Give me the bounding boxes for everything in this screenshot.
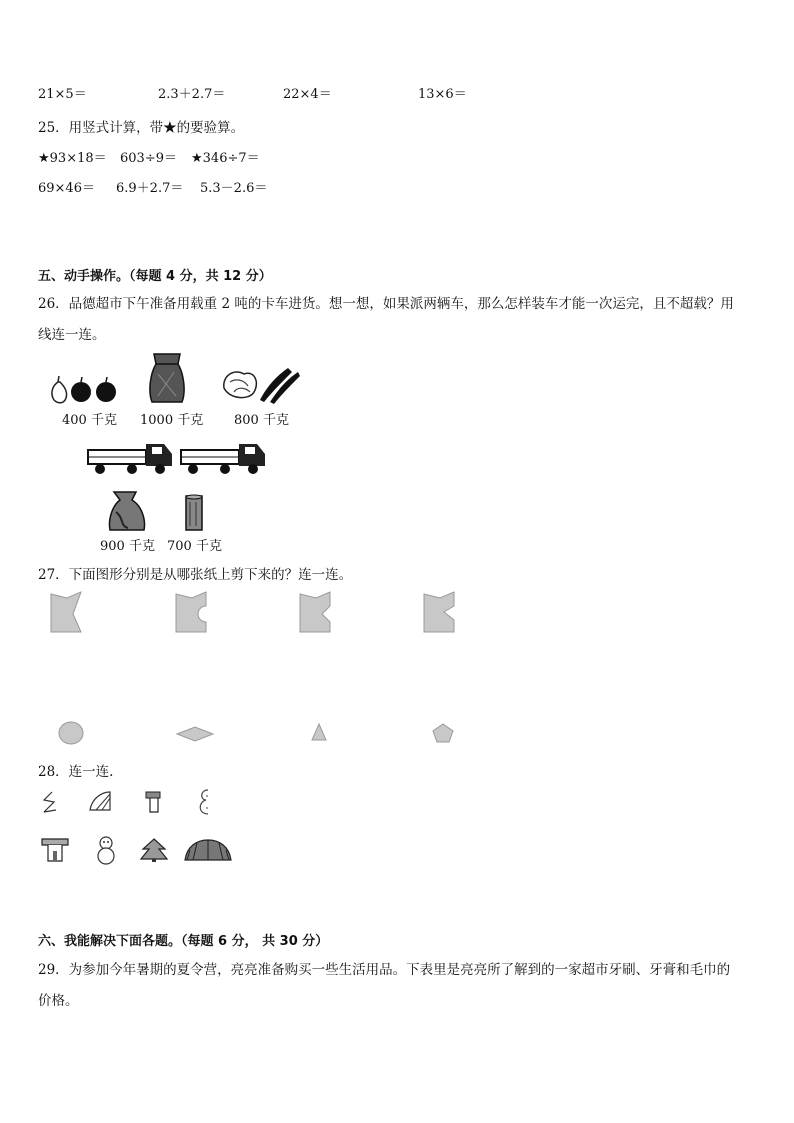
diamond-shape[interactable]	[175, 725, 215, 743]
calc-346-div-7: ★346÷7＝	[191, 151, 260, 166]
snowman-image[interactable]	[94, 835, 118, 865]
half-house-part[interactable]	[144, 790, 164, 814]
calc-13x6: 13×6＝	[418, 87, 467, 102]
house-image[interactable]	[40, 837, 70, 863]
goods-700kg-label: 700 千克	[167, 539, 222, 554]
question-26-line1: 26．品德超市下午准备用载重 2 吨的卡车进货。想一想，如果派两辆车，那么怎样装车才能一次运完，且不超载？用	[38, 296, 734, 312]
paper-shape-1[interactable]	[49, 590, 83, 634]
circle-shape[interactable]	[57, 720, 85, 746]
question-29-line1: 29．为参加今年暑期的夏令营，亮亮准备购买一些生活用品。下表里是亮亮所了解到的一家超市牙刷、牙膏和毛巾的	[38, 962, 731, 978]
paper-shape-3[interactable]	[298, 590, 334, 634]
goods-1000kg-label: 1000 千克	[140, 413, 204, 428]
pentagon-shape[interactable]	[431, 722, 455, 744]
calc-21x5: 21×5＝	[38, 87, 87, 102]
calc-22x4: 22×4＝	[283, 87, 332, 102]
calc-69x46: 69×46＝	[38, 181, 95, 196]
paper-shape-2[interactable]	[174, 590, 210, 634]
half-gourd-part[interactable]	[196, 788, 212, 816]
question-26-line2: 线连一连。	[38, 327, 106, 343]
half-umbrella-part[interactable]	[86, 790, 112, 814]
question-29-line2: 价格。	[38, 993, 79, 1009]
truck-1-image[interactable]	[86, 438, 174, 476]
barrel-image	[184, 494, 204, 532]
goods-400kg-label: 400 千克	[62, 413, 117, 428]
calc-2-3-plus-2-7: 2.3＋2.7＝	[158, 87, 226, 102]
truck-2-image[interactable]	[179, 438, 267, 476]
sack-image	[148, 352, 188, 404]
section-5-title: 五、动手操作。（每题 4 分，共 12 分）	[38, 269, 272, 284]
question-27: 27．下面图形分别是从哪张纸上剪下来的？连一连。	[38, 567, 353, 583]
section-6-title: 六、我能解决下面各题。（每题 6 分， 共 30 分）	[38, 934, 329, 949]
tree-image[interactable]	[139, 837, 169, 863]
paper-shape-4[interactable]	[422, 590, 458, 634]
calc-93x18: ★93×18＝	[38, 151, 107, 166]
question-25: 25．用竖式计算，带★的要验算。	[38, 120, 245, 136]
bag-image	[106, 490, 150, 532]
half-snowman-part[interactable]	[40, 790, 60, 814]
triangle-shape[interactable]	[309, 722, 329, 742]
goods-900kg-label: 900 千克	[100, 539, 155, 554]
fruit-image	[48, 374, 120, 404]
goods-800kg-label: 800 千克	[234, 413, 289, 428]
vegetables-image	[220, 364, 302, 404]
calc-603-div-9: 603÷9＝	[120, 151, 177, 166]
question-28: 28．连一连.	[38, 764, 114, 780]
calc-6-9-plus-2-7: 6.9＋2.7＝	[116, 181, 184, 196]
umbrella-image[interactable]	[183, 838, 233, 862]
calc-5-3-minus-2-6: 5.3－2.6＝	[200, 181, 268, 196]
